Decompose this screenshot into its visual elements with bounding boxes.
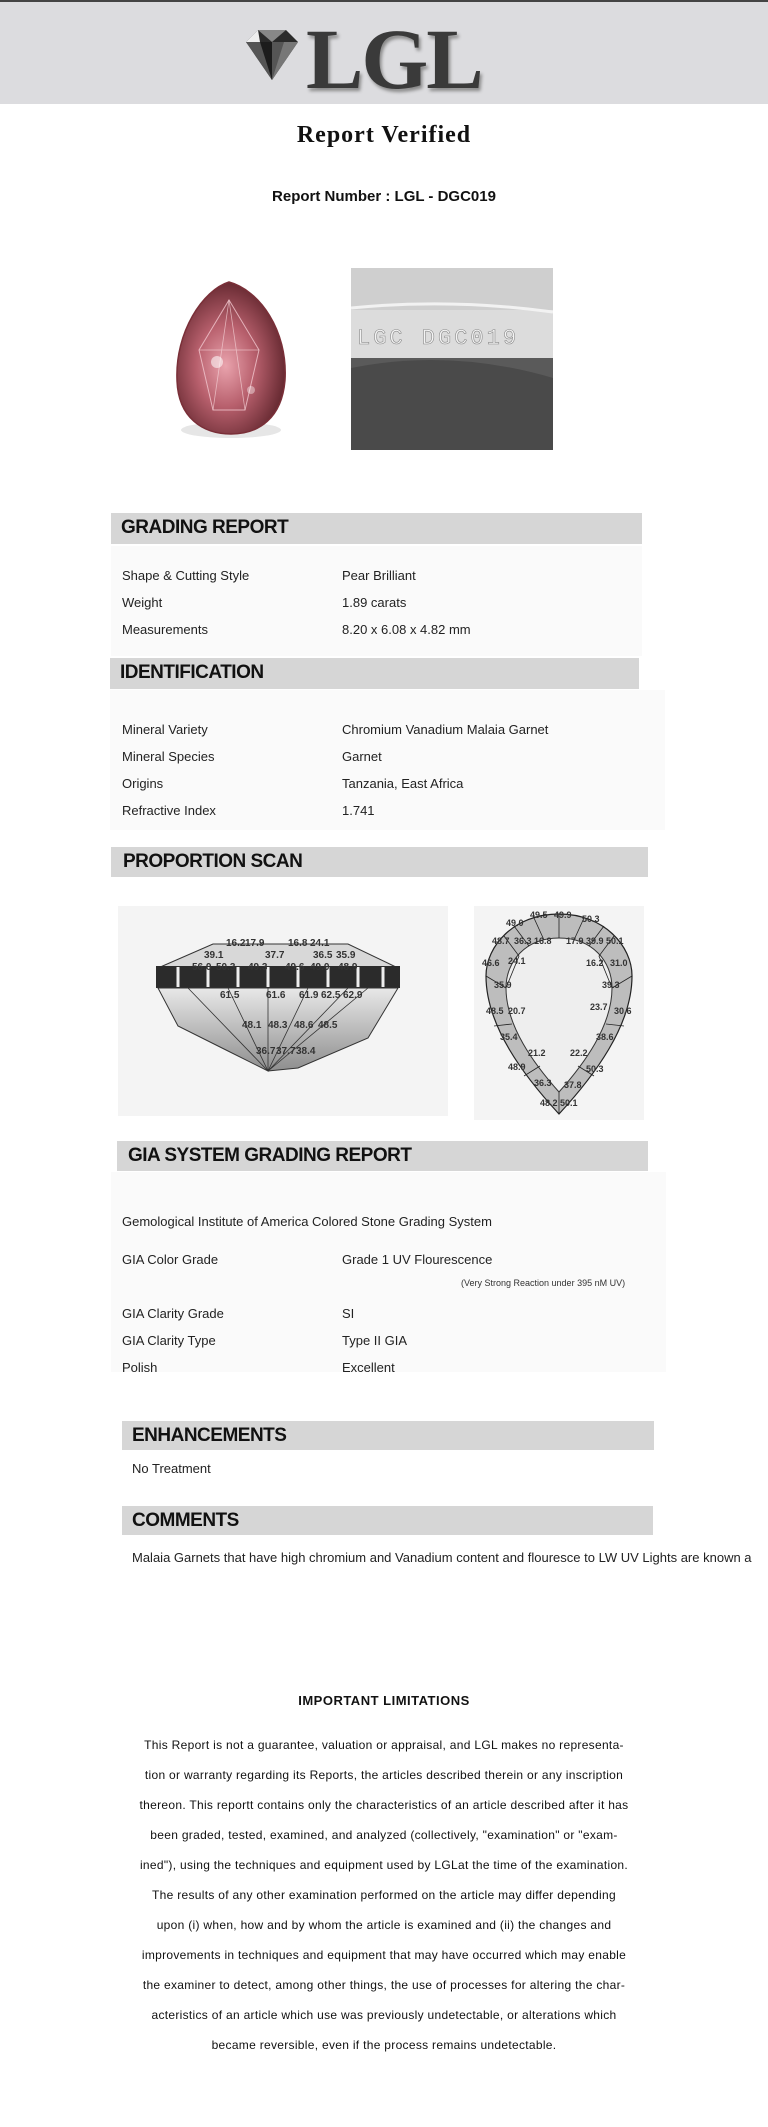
row-label: Refractive Index — [122, 803, 216, 818]
scan-label: 48.9 — [338, 962, 358, 973]
limitations-line: The results of any other examination performed on the article may differ depending — [152, 1888, 616, 1902]
row-label: GIA Clarity Type — [122, 1333, 216, 1348]
scan-label: 48.6 — [294, 1020, 314, 1031]
scan-label: 49.0 — [506, 918, 524, 928]
color-grade-note: (Very Strong Reaction under 395 nM UV) — [461, 1278, 626, 1288]
scan-label: 20.7 — [508, 1006, 526, 1016]
scan-label: 61.6 — [266, 990, 286, 1001]
row-label: Mineral Variety — [122, 722, 208, 737]
limitations-heading: IMPORTANT LIMITATIONS — [298, 1693, 470, 1708]
pear-gem-image — [133, 270, 326, 460]
limitations-line: been graded, tested, examined, and analyzed (collectively, "examination" or "exam- — [150, 1828, 618, 1842]
side-profile-scan — [118, 906, 448, 1116]
scan-label: 62.9 — [343, 990, 363, 1001]
scan-label: 48.3 — [268, 1020, 288, 1031]
grading-report-heading: GRADING REPORT — [111, 513, 642, 544]
limitations-line: This Report is not a guarantee, valuation or appraisal, and LGL makes no representa- — [144, 1738, 624, 1752]
comments-heading: COMMENTS — [122, 1506, 653, 1535]
scan-label: 48.9 — [508, 1062, 526, 1072]
row-label: Origins — [122, 776, 164, 791]
enhancements-heading: ENHANCEMENTS — [122, 1421, 654, 1450]
row-value: Tanzania, East Africa — [342, 776, 464, 791]
inscription-text: LGC DGC019 — [357, 326, 520, 351]
scan-label: 17.9 — [245, 938, 265, 949]
diamond-icon — [236, 24, 308, 84]
scan-label: 23.7 — [590, 1002, 608, 1012]
row-value: Garnet — [342, 749, 382, 764]
scan-label: 39.1 — [204, 950, 224, 961]
identification-panel — [110, 690, 665, 830]
gia-system-text: Gemological Institute of America Colored Stone Grading System — [122, 1214, 492, 1229]
row-label: GIA Clarity Grade — [122, 1306, 224, 1321]
scan-label: 21.2 — [528, 1048, 546, 1058]
gem-photo — [133, 270, 326, 460]
scan-label: 48.5 — [318, 1020, 338, 1031]
scan-label: 36.7 — [256, 1046, 276, 1057]
row-value: 8.20 x 6.08 x 4.82 mm — [342, 622, 471, 637]
scan-label: 50.3 — [582, 914, 600, 924]
limitations-line: tion or warranty regarding its Reports, the articles described therein or any inscription — [144, 1768, 624, 1782]
scan-label: 49.3 — [248, 962, 268, 973]
scan-label: 48.5 — [486, 1006, 504, 1016]
scan-label: 16.8 — [288, 938, 308, 949]
scan-label: 17.9 — [566, 936, 584, 946]
scan-label: 38.4 — [296, 1046, 316, 1057]
limitations-line: thereon. This reportt contains only the characteristics of an article described after it has — [139, 1798, 629, 1812]
gia-report-heading: GIA SYSTEM GRADING REPORT — [117, 1141, 648, 1171]
scan-label: 39.3 — [602, 980, 620, 990]
row-value: Type II GIA — [342, 1333, 408, 1348]
scan-label: 35.9 — [494, 980, 512, 990]
scan-label: 35.9 — [336, 950, 356, 961]
scan-label: 16.2 — [586, 958, 604, 968]
girdle-inscription-image — [351, 268, 553, 450]
proportion-scan-heading: PROPORTION SCAN — [111, 847, 648, 877]
scan-label: 35.4 — [500, 1032, 518, 1042]
gia-report-panel — [111, 1172, 666, 1375]
scan-label: 49.9 — [554, 910, 572, 920]
scan-label: 37.7 — [276, 1046, 296, 1057]
row-value: Chromium Vanadium Malaia Garnet — [342, 722, 549, 737]
row-label: GIA Color Grade — [122, 1252, 219, 1267]
scan-label: 30.6 — [614, 1006, 632, 1016]
comments-text: Malaia Garnets that have high chromium and Vanadium content and flouresce to LW UV Lights are known a — [132, 1550, 752, 1565]
identification-heading: IDENTIFICATION — [110, 658, 639, 689]
scan-label: 50.3 — [216, 962, 236, 973]
scan-label: 48.7 — [492, 936, 510, 946]
scan-label: 37.8 — [564, 1080, 582, 1090]
scan-label: 46.6 — [482, 958, 500, 968]
scan-label: 49.6 — [285, 962, 305, 973]
top-view-scan — [474, 906, 644, 1120]
scan-label: 16.8 — [534, 936, 552, 946]
row-label: Measurements — [122, 622, 208, 637]
logo-text: LGL — [306, 11, 482, 107]
scan-label: 24.1 — [508, 956, 526, 966]
scan-label: 61.5 — [220, 990, 240, 1001]
limitations-line: upon (i) when, how and by whom the article is examined and (ii) the changes and — [156, 1918, 612, 1932]
grading-report-panel — [111, 546, 642, 656]
scan-label: 37.7 — [265, 950, 285, 961]
scan-label: 22.2 — [570, 1048, 588, 1058]
limitations-line: acteristics of an article which use was previously undetectable, or alterations which — [151, 2008, 617, 2022]
row-value: 1.741 — [342, 803, 375, 818]
row-label: Polish — [122, 1360, 158, 1375]
lgl-logo[interactable] — [236, 11, 486, 107]
scan-label: 49.0 — [310, 962, 330, 973]
page-title: Report Verified — [296, 122, 472, 148]
scan-label: 36.5 — [313, 950, 333, 961]
site-header — [0, 2, 768, 107]
row-value: Grade 1 UV Flourescence — [342, 1252, 493, 1267]
scan-label: 56.0 — [192, 962, 212, 973]
scan-label: 61.9 — [299, 990, 319, 1001]
scan-label: 50.1 — [606, 936, 624, 946]
limitations-line: improvements in techniques and equipment that may have occurred which may enable — [141, 1948, 627, 1962]
scan-label: 48.1 — [242, 1020, 262, 1031]
side-profile-diagram — [118, 906, 448, 1116]
scan-label: 31.0 — [610, 958, 628, 968]
row-value: Excellent — [342, 1360, 395, 1375]
scan-label: 36.3 — [534, 1078, 552, 1088]
row-value: SI — [342, 1306, 355, 1321]
row-label: Weight — [122, 595, 163, 610]
scan-label: 62.5 — [321, 990, 341, 1001]
limitations-line: ined"), using the techniques and equipment used by LGLat the time of the examination. — [139, 1858, 629, 1872]
scan-label: 49.5 — [530, 910, 548, 920]
scan-label: 36.3 — [514, 936, 532, 946]
row-label: Shape & Cutting Style — [122, 568, 250, 583]
scan-label: 38.6 — [596, 1032, 614, 1042]
row-value: Pear Brilliant — [342, 568, 416, 583]
row-label: Mineral Species — [122, 749, 215, 764]
scan-label: 24.1 — [310, 938, 330, 949]
limitations-line: the examiner to detect, among other things, the use of processes for altering the char- — [142, 1978, 626, 1992]
limitations-line: became reversible, even if the process remains undetectable. — [211, 2038, 557, 2052]
enhancements-text: No Treatment — [132, 1461, 211, 1476]
row-value: 1.89 carats — [342, 595, 407, 610]
inscription-photo — [351, 268, 553, 450]
scan-label: 50.1 — [560, 1098, 578, 1108]
scan-label: 48.2 — [540, 1098, 558, 1108]
report-number: Report Number : LGL - DGC019 — [272, 188, 496, 205]
scan-label: 16.2 — [226, 938, 246, 949]
scan-label: 50.3 — [586, 1064, 604, 1074]
scan-label: 39.9 — [586, 936, 604, 946]
